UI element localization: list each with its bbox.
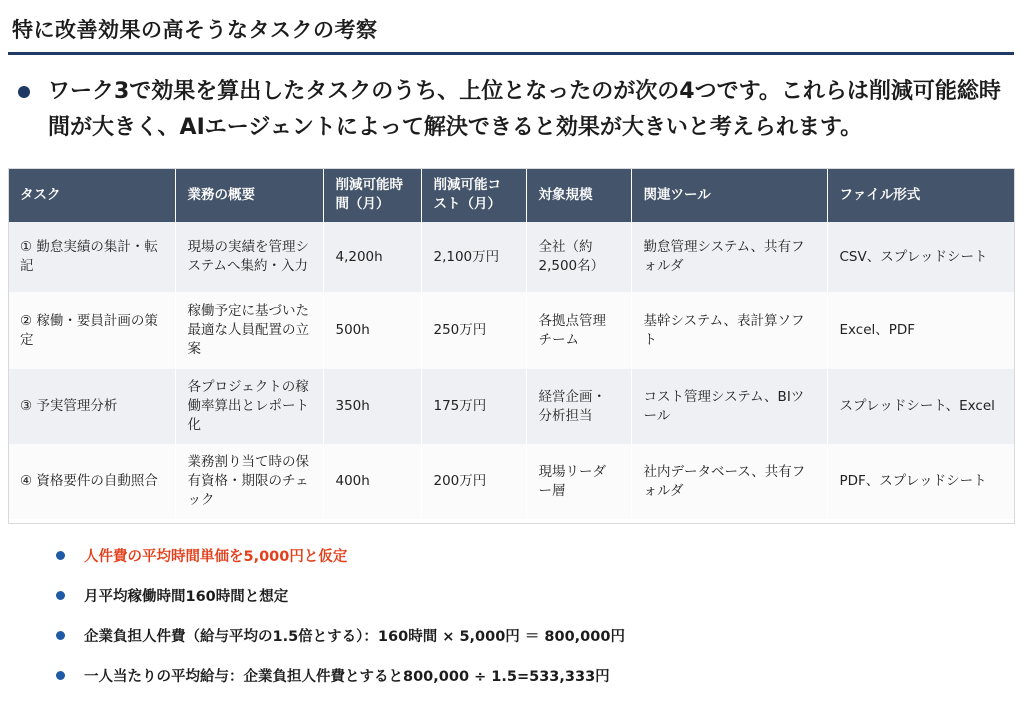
cell-scope: 全社（約2,500名） bbox=[526, 222, 631, 292]
bullet-dot-icon bbox=[56, 551, 65, 560]
cell-overview: 業務割り当て時の保有資格・期限のチェック bbox=[175, 444, 323, 519]
header-task: タスク bbox=[8, 168, 175, 222]
cell-cost: 250万円 bbox=[421, 292, 526, 369]
cell-format: CSV、スプレッドシート bbox=[827, 222, 1015, 292]
note-text: 一人当たりの平均給与：企業負担人件費とすると800,000 ÷ 1.5=533,333円 bbox=[84, 669, 610, 685]
table-row bbox=[8, 292, 1015, 369]
note-text: 月平均稼働時間160時間と想定 bbox=[84, 589, 289, 605]
cell-overview: 稼働予定に基づいた最適な人員配置の立案 bbox=[175, 292, 323, 369]
cell-format: PDF、スプレッドシート bbox=[827, 444, 1015, 519]
header-overview: 業務の概要 bbox=[175, 168, 323, 222]
cell-tools: コスト管理システム、BIツール bbox=[631, 369, 827, 444]
header-scope: 対象規模 bbox=[526, 168, 631, 222]
cell-hours: 350h bbox=[323, 369, 421, 444]
header-file-format: ファイル形式 bbox=[827, 168, 1015, 222]
cell-cost: 2,100万円 bbox=[421, 222, 526, 292]
bullet-dot-icon bbox=[18, 86, 30, 98]
title-underline bbox=[8, 52, 1014, 55]
table-header-row bbox=[8, 168, 1015, 222]
cell-hours: 4,200h bbox=[323, 222, 421, 292]
lead-text: ワーク3で効果を算出したタスクのうち、上位となったのが次の4つです。これらは削減可能総時間が大きく、AIエージェントによって解決できると効果が大きいと考えられます。 bbox=[48, 79, 1001, 140]
cell-overview: 現場の実績を管理システムへ集約・入力 bbox=[175, 222, 323, 292]
header-tools: 関連ツール bbox=[631, 168, 827, 222]
cell-overview: 各プロジェクトの稼働率算出とレポート化 bbox=[175, 369, 323, 444]
table-row bbox=[8, 369, 1015, 444]
cell-scope: 経営企画・分析担当 bbox=[526, 369, 631, 444]
header-reducible-hours: 削減可能時間（月） bbox=[323, 168, 421, 222]
slide-title: 特に改善効果の高そうなタスクの考察 bbox=[12, 18, 378, 42]
cell-task: ③ 予実管理分析 bbox=[8, 369, 175, 444]
bullet-dot-icon bbox=[56, 631, 65, 640]
cell-cost: 200万円 bbox=[421, 444, 526, 519]
lead-paragraph bbox=[18, 74, 1008, 146]
cell-tools: 勤怠管理システム、共有フォルダ bbox=[631, 222, 827, 292]
note-text: 人件費の平均時間単価を5,000円と仮定 bbox=[84, 549, 348, 565]
cell-scope: 現場リーダー層 bbox=[526, 444, 631, 519]
table-row bbox=[8, 222, 1015, 292]
table-row bbox=[8, 444, 1015, 519]
cell-format: Excel、PDF bbox=[827, 292, 1015, 369]
cell-task: ④ 資格要件の自動照合 bbox=[8, 444, 175, 519]
cell-task: ② 稼働・要員計画の策定 bbox=[8, 292, 175, 369]
cell-task: ① 勤怠実績の集計・転記 bbox=[8, 222, 175, 292]
header-reducible-cost: 削減可能コスト（月） bbox=[421, 168, 526, 222]
cell-hours: 500h bbox=[323, 292, 421, 369]
cell-tools: 社内データベース、共有フォルダ bbox=[631, 444, 827, 519]
bullet-dot-icon bbox=[56, 591, 65, 600]
cell-hours: 400h bbox=[323, 444, 421, 519]
task-table bbox=[8, 168, 1015, 519]
bullet-dot-icon bbox=[56, 671, 65, 680]
cell-format: スプレッドシート、Excel bbox=[827, 369, 1015, 444]
note-text: 企業負担人件費（給与平均の1.5倍とする）：160時間 × 5,000円 ＝ 800,000円 bbox=[84, 629, 625, 645]
cell-scope: 各拠点管理チーム bbox=[526, 292, 631, 369]
cell-cost: 175万円 bbox=[421, 369, 526, 444]
cell-tools: 基幹システム、表計算ソフト bbox=[631, 292, 827, 369]
